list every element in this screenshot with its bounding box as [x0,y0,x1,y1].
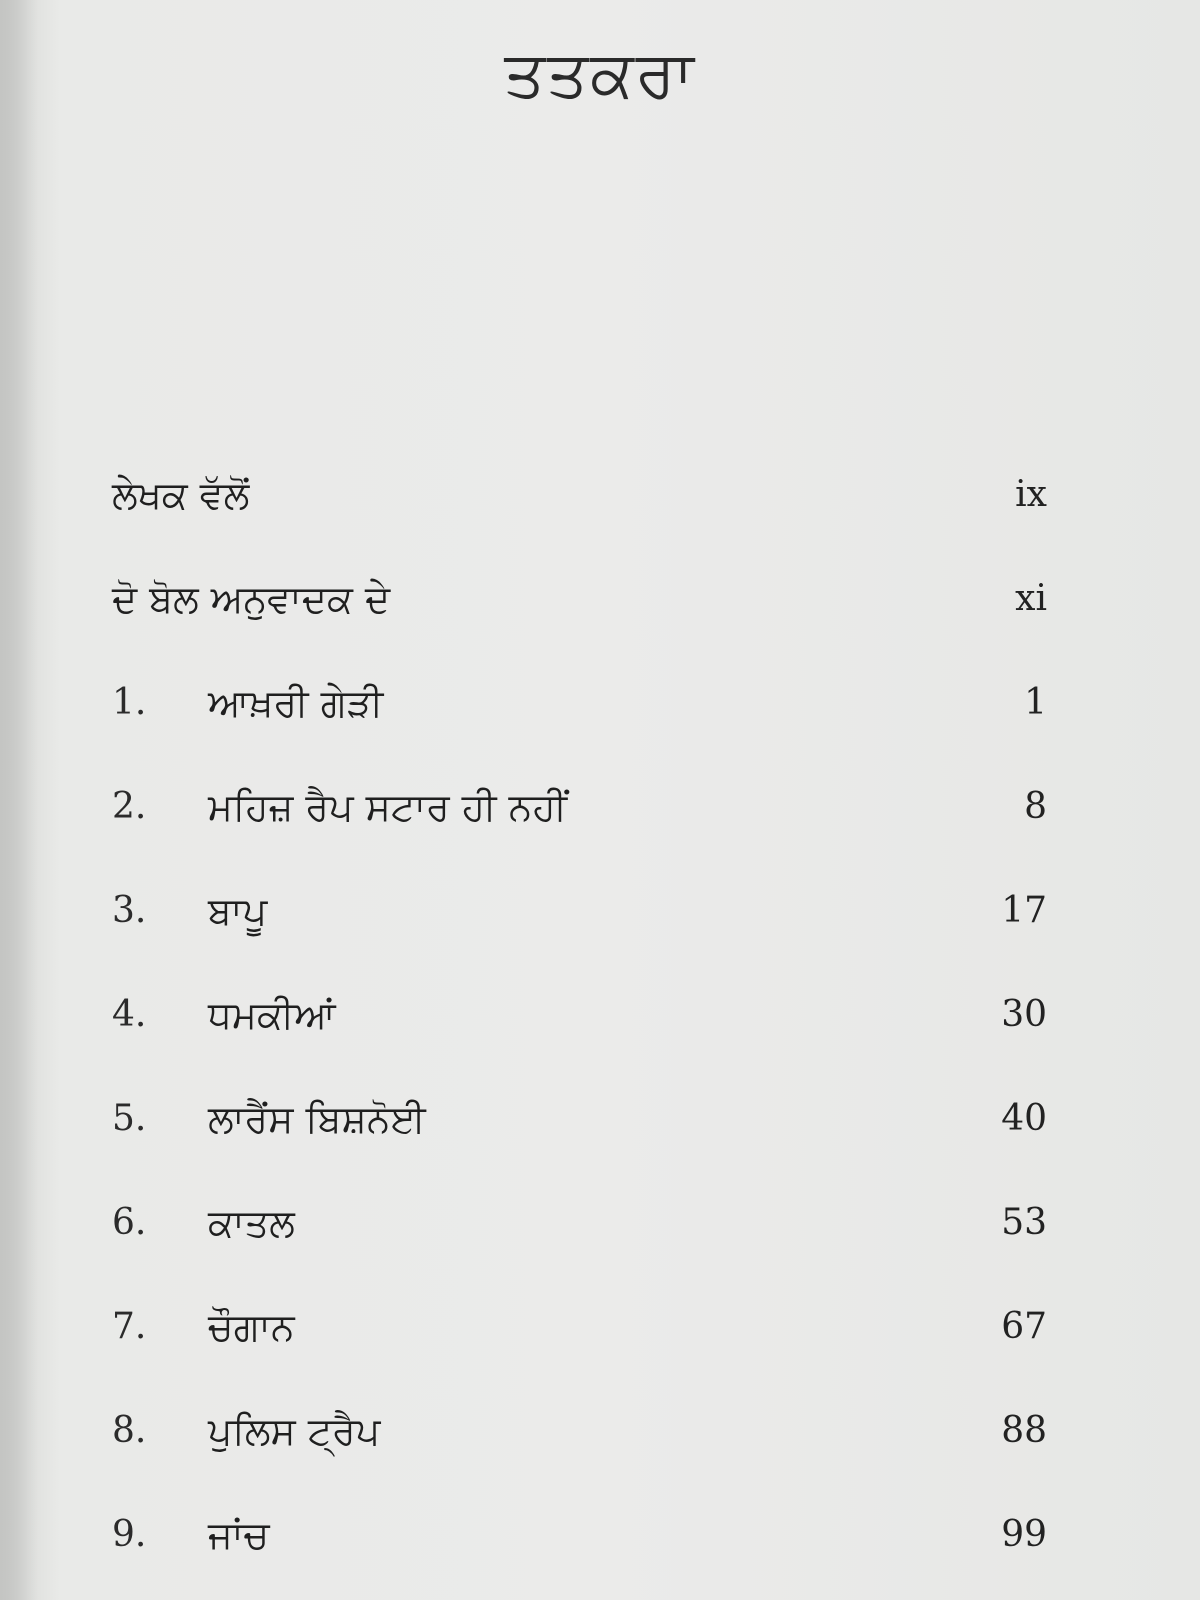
toc-page-number: ix [1015,474,1047,515]
toc-label: ਦੋ ਬੋਲ ਅਨੁਵਾਦਕ ਦੇ [112,577,391,621]
chapter-number: 7. [112,1306,147,1347]
chapter-number: 4. [112,994,147,1035]
chapter-title: ਪੁਲਿਸ ਟ੍ਰੈਪ [208,1409,381,1453]
toc-page-number: 1 [1024,682,1047,723]
table-of-contents [112,470,1047,1600]
toc-row-chapter-6 [112,1198,1047,1302]
chapter-title: ਬਾਪੂ [208,889,268,933]
toc-page-number: 40 [1001,1098,1047,1139]
chapter-title: ਚੌਗਾਨ [208,1305,295,1349]
toc-row-chapter-2 [112,782,1047,886]
chapter-number: 2. [112,786,147,827]
page-gutter-shadow [0,0,38,1600]
chapter-title: ਲਾਰੈਂਸ ਬਿਸ਼ਨੋਈ [208,1097,426,1141]
toc-row-chapter-9 [112,1510,1047,1600]
chapter-title: ਮਹਿਜ਼ ਰੈਪ ਸਟਾਰ ਹੀ ਨਹੀਂ [208,785,568,829]
chapter-title: ਧਮਕੀਆਂ [208,993,336,1037]
chapter-number: 5. [112,1098,147,1139]
chapter-number: 6. [112,1202,147,1243]
toc-page-number: 53 [1001,1202,1047,1243]
chapter-title: ਕਾਤਲ [208,1201,295,1245]
toc-row-front-1 [112,470,1047,574]
toc-page-number: xi [1015,578,1047,619]
toc-row-chapter-5 [112,1094,1047,1198]
toc-page-number: 17 [1001,890,1047,931]
toc-row-chapter-8 [112,1406,1047,1510]
toc-page-number: 8 [1024,786,1047,827]
toc-row-chapter-1 [112,678,1047,782]
chapter-number: 1. [112,682,147,723]
toc-row-chapter-7 [112,1302,1047,1406]
toc-page-number: 88 [1001,1410,1047,1451]
toc-row-chapter-3 [112,886,1047,990]
page-title: ਤਤਕਰਾ [504,38,696,112]
chapter-title: ਆਖ਼ਰੀ ਗੇੜੀ [208,681,384,725]
toc-page-number: 67 [1001,1306,1047,1347]
toc-row-front-2 [112,574,1047,678]
chapter-title: ਜਾਂਚ [208,1513,270,1557]
toc-page-number: 30 [1001,994,1047,1035]
toc-row-chapter-4 [112,990,1047,1094]
toc-page-number: 99 [1001,1514,1047,1555]
chapter-number: 9. [112,1514,147,1555]
chapter-number: 8. [112,1410,147,1451]
toc-label: ਲੇਖਕ ਵੱਲੋਂ [112,473,250,517]
chapter-number: 3. [112,890,147,931]
